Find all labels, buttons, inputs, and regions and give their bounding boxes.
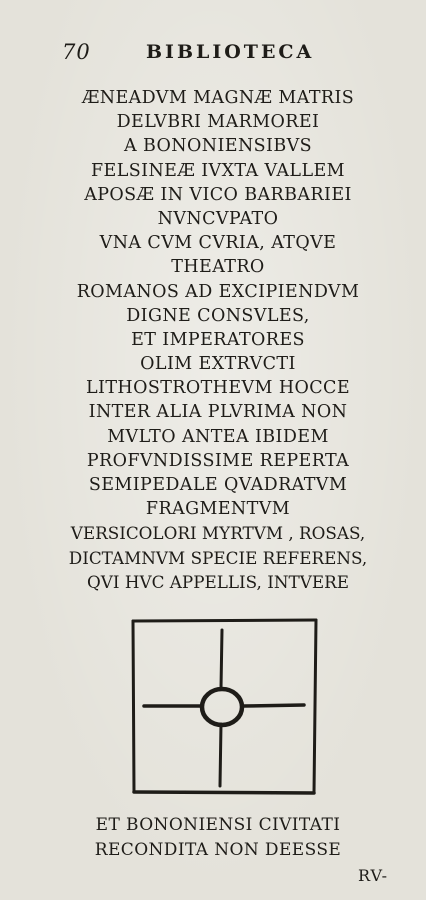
inscription-line: LITHOSTROTHEVM HOCCE [86,378,350,399]
cross-bottom-arm [220,724,221,786]
inscription-line: THEATRO [171,257,265,278]
inscription-line: QVI HVC APPELLIS, INTVERE [87,571,349,592]
inscription-line: DELVBRI MARMOREI [116,112,320,133]
cross-right-arm [244,705,304,706]
cross-top-arm [221,630,222,688]
closing-line: RECONDITA NON DEESSE [94,840,342,860]
inscription-line: ROMANOS AD EXCIPIENDVM [76,281,360,302]
frame-bottom [134,792,314,793]
page-number: 70 [62,40,91,64]
closing-text [30,813,406,863]
catchword: RV- [358,866,388,885]
inscription-line: A BONONIENSIBVS [123,136,313,157]
inscription-line: ET IMPERATORES [131,329,305,350]
page-header [62,38,386,68]
inscription-line: FELSINEÆ IVXTA VALLEM [91,160,345,181]
inscription-line: SEMIPEDALE QVADRATVM [88,475,348,495]
inscription-line: PROFVNDISSIME REPERTA [86,450,350,471]
frame-right [314,620,316,793]
frame-top [133,620,316,621]
inscription-line: VNA CVM CVRIA, ATQVE [99,233,337,254]
inscription-line: DICTAMNVM SPECIE REFERENS, [68,547,368,568]
inscription-line: ÆNEADVM MAGNÆ MATRIS [81,88,355,108]
mosaic-fragment-illustration [128,616,320,798]
inscription-line: OLIM EXTRVCTI [140,354,296,375]
inscription-line: FRAGMENTVM [145,499,291,520]
latin-inscription [28,86,408,594]
running-head: BIBLIOTECA [146,41,315,63]
frame-left [133,621,134,792]
closing-line: ET BONONIENSI CIVITATI [95,815,341,835]
central-circle [202,689,242,725]
inscription-line: DIGNE CONSVLES, [126,305,310,326]
inscription-line: INTER ALIA PLVRIMA NON [88,402,348,423]
inscription-line: APOSÆ IN VICO BARBARIEI [84,184,352,205]
inscription-line: NVNCVPATO [157,208,279,229]
inscription-line: VERSICOLORI MYRTVM , ROSAS, [70,523,366,544]
inscription-line: MVLTO ANTEA IBIDEM [107,426,329,447]
